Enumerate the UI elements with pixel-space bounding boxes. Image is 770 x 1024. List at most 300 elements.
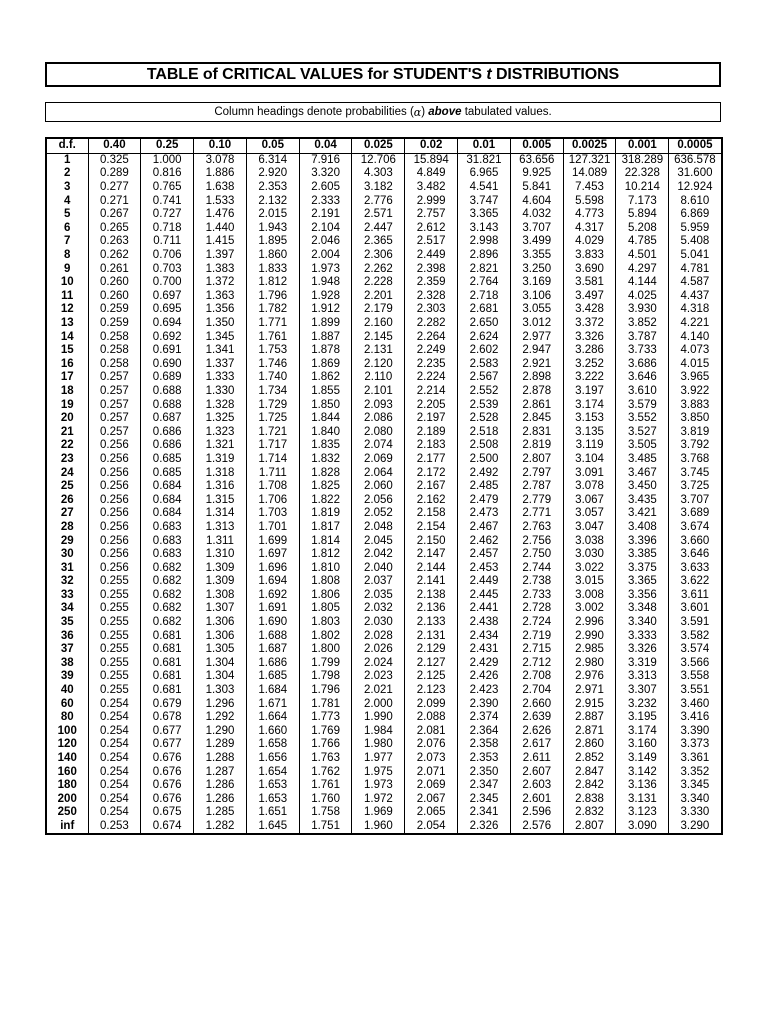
value-cell: 1.822	[299, 493, 352, 507]
value-cell: 2.262	[352, 262, 405, 276]
value-cell: 1.984	[352, 725, 405, 739]
value-cell: 3.787	[616, 330, 669, 344]
value-cell: 1.330	[194, 385, 247, 399]
value-cell: 2.054	[405, 820, 458, 835]
value-cell: 1.309	[194, 561, 247, 575]
value-cell: 3.252	[563, 358, 616, 372]
value-cell: 1.912	[299, 303, 352, 317]
value-cell: 3.611	[669, 589, 722, 603]
value-cell: 2.131	[352, 344, 405, 358]
value-cell: 1.688	[246, 629, 299, 643]
value-cell: 3.416	[669, 711, 722, 725]
value-cell: 2.023	[352, 670, 405, 684]
value-cell: 2.821	[458, 262, 511, 276]
value-cell: 2.426	[458, 670, 511, 684]
value-cell: 2.052	[352, 507, 405, 521]
value-cell: 1.664	[246, 711, 299, 725]
value-cell: 1.383	[194, 262, 247, 276]
value-cell: 3.428	[563, 303, 616, 317]
value-cell: 31.821	[458, 153, 511, 167]
table-row	[46, 820, 722, 835]
value-cell: 2.144	[405, 561, 458, 575]
value-cell: 4.849	[405, 167, 458, 181]
df-cell: 8	[46, 249, 88, 263]
value-cell: 0.257	[88, 371, 141, 385]
value-cell: 0.686	[141, 439, 194, 453]
value-cell: 3.356	[616, 589, 669, 603]
table-row	[46, 548, 722, 562]
column-header: 0.10	[194, 138, 247, 153]
value-cell: 3.646	[669, 548, 722, 562]
value-cell: 1.653	[246, 793, 299, 807]
value-cell: 2.724	[510, 616, 563, 630]
value-cell: 2.390	[458, 697, 511, 711]
table-row	[46, 697, 722, 711]
value-cell: 2.896	[458, 249, 511, 263]
table-row	[46, 507, 722, 521]
table-row	[46, 262, 722, 276]
value-cell: 2.154	[405, 521, 458, 535]
value-cell: 0.256	[88, 453, 141, 467]
value-cell: 2.365	[352, 235, 405, 249]
critical-values-table	[45, 137, 723, 835]
value-cell: 2.046	[299, 235, 352, 249]
value-cell: 2.596	[510, 806, 563, 820]
value-cell: 5.894	[616, 208, 669, 222]
value-cell: 3.833	[563, 249, 616, 263]
value-cell: 0.257	[88, 385, 141, 399]
value-cell: 3.119	[563, 439, 616, 453]
value-cell: 2.985	[563, 643, 616, 657]
value-cell: 1.315	[194, 493, 247, 507]
value-cell: 1.290	[194, 725, 247, 739]
value-cell: 2.757	[405, 208, 458, 222]
df-cell: 28	[46, 521, 88, 535]
value-cell: 1.638	[194, 181, 247, 195]
value-cell: 2.045	[352, 534, 405, 548]
df-cell: 37	[46, 643, 88, 657]
value-cell: 2.099	[405, 697, 458, 711]
value-cell: 3.067	[563, 493, 616, 507]
value-cell: 6.869	[669, 208, 722, 222]
df-cell: 1	[46, 153, 88, 167]
table-row	[46, 480, 722, 494]
value-cell: 2.861	[510, 398, 563, 412]
value-cell: 3.819	[669, 425, 722, 439]
df-cell: 3	[46, 181, 88, 195]
value-cell: 2.086	[352, 412, 405, 426]
value-cell: 3.460	[669, 697, 722, 711]
value-cell: 1.840	[299, 425, 352, 439]
value-cell: 0.255	[88, 643, 141, 657]
value-cell: 2.104	[299, 222, 352, 236]
value-cell: 5.841	[510, 181, 563, 195]
value-cell: 2.101	[352, 385, 405, 399]
value-cell: 2.921	[510, 358, 563, 372]
value-cell: 0.711	[141, 235, 194, 249]
table-row	[46, 398, 722, 412]
value-cell: 1.654	[246, 765, 299, 779]
value-cell: 1.685	[246, 670, 299, 684]
value-cell: 7.173	[616, 194, 669, 208]
value-cell: 1.671	[246, 697, 299, 711]
subtitle-suffix: tabulated values.	[464, 106, 552, 118]
df-cell: 18	[46, 385, 88, 399]
value-cell: 1.694	[246, 575, 299, 589]
value-cell: 3.922	[669, 385, 722, 399]
value-cell: 1.345	[194, 330, 247, 344]
value-cell: 2.364	[458, 725, 511, 739]
value-cell: 1.363	[194, 290, 247, 304]
value-cell: 4.437	[669, 290, 722, 304]
df-cell: 60	[46, 697, 88, 711]
table-row	[46, 194, 722, 208]
value-cell: 2.145	[352, 330, 405, 344]
value-cell: 0.257	[88, 398, 141, 412]
value-cell: 0.674	[141, 820, 194, 835]
value-cell: 2.333	[299, 194, 352, 208]
value-cell: 2.971	[563, 684, 616, 698]
value-cell: 4.501	[616, 249, 669, 263]
value-cell: 4.303	[352, 167, 405, 181]
value-cell: 1.850	[299, 398, 352, 412]
value-cell: 1.969	[352, 806, 405, 820]
value-cell: 2.073	[405, 752, 458, 766]
value-cell: 1.296	[194, 697, 247, 711]
value-cell: 2.607	[510, 765, 563, 779]
table-row	[46, 806, 722, 820]
value-cell: 1.805	[299, 602, 352, 616]
value-cell: 2.345	[458, 793, 511, 807]
value-cell: 2.069	[405, 779, 458, 793]
value-cell: 1.292	[194, 711, 247, 725]
value-cell: 2.374	[458, 711, 511, 725]
value-cell: 2.120	[352, 358, 405, 372]
table-row	[46, 670, 722, 684]
value-cell: 1.306	[194, 616, 247, 630]
value-cell: 2.074	[352, 439, 405, 453]
value-cell: 0.676	[141, 765, 194, 779]
value-cell: 0.692	[141, 330, 194, 344]
value-cell: 2.601	[510, 793, 563, 807]
alpha-symbol: α	[413, 105, 422, 119]
value-cell: 2.733	[510, 589, 563, 603]
table-row	[46, 534, 722, 548]
value-cell: 0.816	[141, 167, 194, 181]
value-cell: 1.323	[194, 425, 247, 439]
value-cell: 0.256	[88, 548, 141, 562]
value-cell: 2.205	[405, 398, 458, 412]
value-cell: 0.255	[88, 670, 141, 684]
table-row	[46, 371, 722, 385]
value-cell: 2.449	[405, 249, 458, 263]
value-cell: 0.688	[141, 385, 194, 399]
value-cell: 1.341	[194, 344, 247, 358]
value-cell: 2.048	[352, 521, 405, 535]
value-cell: 4.144	[616, 276, 669, 290]
value-cell: 0.685	[141, 466, 194, 480]
value-cell: 1.325	[194, 412, 247, 426]
value-cell: 1.701	[246, 521, 299, 535]
value-cell: 1.651	[246, 806, 299, 820]
value-cell: 3.055	[510, 303, 563, 317]
value-cell: 2.306	[352, 249, 405, 263]
value-cell: 0.678	[141, 711, 194, 725]
df-cell: 10	[46, 276, 88, 290]
value-cell: 0.690	[141, 358, 194, 372]
value-cell: 0.254	[88, 738, 141, 752]
value-cell: 1.781	[299, 697, 352, 711]
column-header: 0.05	[246, 138, 299, 153]
value-cell: 3.690	[563, 262, 616, 276]
value-cell: 2.508	[458, 439, 511, 453]
value-cell: 2.224	[405, 371, 458, 385]
value-cell: 5.041	[669, 249, 722, 263]
value-cell: 2.462	[458, 534, 511, 548]
value-cell: 3.792	[669, 439, 722, 453]
value-cell: 3.390	[669, 725, 722, 739]
value-cell: 2.235	[405, 358, 458, 372]
value-cell: 3.348	[616, 602, 669, 616]
value-cell: 0.681	[141, 643, 194, 657]
value-cell: 1.812	[246, 276, 299, 290]
value-cell: 3.169	[510, 276, 563, 290]
value-cell: 1.746	[246, 358, 299, 372]
value-cell: 4.032	[510, 208, 563, 222]
value-cell: 5.408	[669, 235, 722, 249]
value-cell: 1.862	[299, 371, 352, 385]
value-cell: 1.397	[194, 249, 247, 263]
value-cell: 2.071	[405, 765, 458, 779]
table-row	[46, 629, 722, 643]
value-cell: 2.132	[246, 194, 299, 208]
value-cell: 0.681	[141, 629, 194, 643]
value-cell: 3.078	[563, 480, 616, 494]
value-cell: 2.359	[405, 276, 458, 290]
value-cell: 2.189	[405, 425, 458, 439]
value-cell: 2.150	[405, 534, 458, 548]
value-cell: 0.703	[141, 262, 194, 276]
value-cell: 1.869	[299, 358, 352, 372]
value-cell: 1.660	[246, 725, 299, 739]
value-cell: 2.492	[458, 466, 511, 480]
value-cell: 1.899	[299, 317, 352, 331]
value-cell: 1.806	[299, 589, 352, 603]
value-cell: 2.228	[352, 276, 405, 290]
value-cell: 2.567	[458, 371, 511, 385]
value-cell: 3.015	[563, 575, 616, 589]
value-cell: 0.256	[88, 439, 141, 453]
value-cell: 1.799	[299, 657, 352, 671]
value-cell: 2.639	[510, 711, 563, 725]
value-cell: 10.214	[616, 181, 669, 195]
table-row	[46, 575, 722, 589]
value-cell: 12.706	[352, 153, 405, 167]
value-cell: 2.026	[352, 643, 405, 657]
value-cell: 1.796	[246, 290, 299, 304]
value-cell: 2.847	[563, 765, 616, 779]
value-cell: 3.965	[669, 371, 722, 385]
value-cell: 0.685	[141, 453, 194, 467]
value-cell: 2.076	[405, 738, 458, 752]
value-cell: 3.365	[616, 575, 669, 589]
table-row	[46, 208, 722, 222]
value-cell: 3.768	[669, 453, 722, 467]
value-cell: 2.032	[352, 602, 405, 616]
value-cell: 1.977	[352, 752, 405, 766]
value-cell: 1.440	[194, 222, 247, 236]
value-cell: 3.747	[458, 194, 511, 208]
value-cell: 2.807	[563, 820, 616, 835]
value-cell: 2.431	[458, 643, 511, 657]
value-cell: 1.798	[299, 670, 352, 684]
value-cell: 2.162	[405, 493, 458, 507]
value-cell: 1.960	[352, 820, 405, 835]
value-cell: 1.814	[299, 534, 352, 548]
value-cell: 6.965	[458, 167, 511, 181]
value-cell: 3.408	[616, 521, 669, 535]
value-cell: 1.948	[299, 276, 352, 290]
value-cell: 3.421	[616, 507, 669, 521]
table-row	[46, 276, 722, 290]
value-cell: 2.398	[405, 262, 458, 276]
value-cell: 2.998	[458, 235, 511, 249]
table-row	[46, 738, 722, 752]
value-cell: 1.943	[246, 222, 299, 236]
value-cell: 1.980	[352, 738, 405, 752]
value-cell: 2.624	[458, 330, 511, 344]
value-cell: 0.706	[141, 249, 194, 263]
table-row	[46, 616, 722, 630]
value-cell: 2.479	[458, 493, 511, 507]
value-cell: 4.317	[563, 222, 616, 236]
value-cell: 2.133	[405, 616, 458, 630]
value-cell: 0.682	[141, 616, 194, 630]
value-cell: 2.167	[405, 480, 458, 494]
column-header-df: d.f.	[46, 138, 88, 153]
value-cell: 4.785	[616, 235, 669, 249]
df-cell: 31	[46, 561, 88, 575]
value-cell: 4.297	[616, 262, 669, 276]
value-cell: 3.131	[616, 793, 669, 807]
value-cell: 2.838	[563, 793, 616, 807]
value-cell: 0.254	[88, 697, 141, 711]
value-cell: 3.552	[616, 412, 669, 426]
value-cell: 1.844	[299, 412, 352, 426]
value-cell: 0.325	[88, 153, 141, 167]
value-cell: 6.314	[246, 153, 299, 167]
value-cell: 0.682	[141, 589, 194, 603]
value-cell: 1.819	[299, 507, 352, 521]
value-cell: 3.707	[510, 222, 563, 236]
value-cell: 2.999	[405, 194, 458, 208]
value-cell: 0.254	[88, 806, 141, 820]
value-cell: 1.855	[299, 385, 352, 399]
column-header: 0.40	[88, 138, 141, 153]
value-cell: 2.000	[352, 697, 405, 711]
value-cell: 1.886	[194, 167, 247, 181]
value-cell: 0.683	[141, 548, 194, 562]
value-cell: 2.528	[458, 412, 511, 426]
table-row	[46, 643, 722, 657]
value-cell: 1.303	[194, 684, 247, 698]
value-cell: 4.221	[669, 317, 722, 331]
df-cell: 35	[46, 616, 88, 630]
value-cell: 2.626	[510, 725, 563, 739]
value-cell: 0.684	[141, 507, 194, 521]
value-cell: 3.340	[669, 793, 722, 807]
value-cell: 1.658	[246, 738, 299, 752]
value-cell: 1.310	[194, 548, 247, 562]
value-cell: 1.309	[194, 575, 247, 589]
value-cell: 3.326	[563, 330, 616, 344]
subtitle-above: above	[428, 106, 462, 118]
column-header: 0.0005	[669, 138, 722, 153]
value-cell: 2.042	[352, 548, 405, 562]
table-row	[46, 561, 722, 575]
value-cell: 0.695	[141, 303, 194, 317]
value-cell: 2.341	[458, 806, 511, 820]
value-cell: 2.831	[510, 425, 563, 439]
value-cell: 1.860	[246, 249, 299, 263]
df-cell: 12	[46, 303, 88, 317]
value-cell: 0.257	[88, 425, 141, 439]
table-row	[46, 330, 722, 344]
value-cell: 1.696	[246, 561, 299, 575]
value-cell: 2.183	[405, 439, 458, 453]
df-cell: 16	[46, 358, 88, 372]
value-cell: 22.328	[616, 167, 669, 181]
value-cell: 2.660	[510, 697, 563, 711]
value-cell: 2.160	[352, 317, 405, 331]
table-row	[46, 765, 722, 779]
value-cell: 0.260	[88, 290, 141, 304]
value-cell: 3.091	[563, 466, 616, 480]
value-cell: 3.333	[616, 629, 669, 643]
df-cell: 2	[46, 167, 88, 181]
df-cell: 39	[46, 670, 88, 684]
value-cell: 0.681	[141, 657, 194, 671]
value-cell: 1.895	[246, 235, 299, 249]
value-cell: 2.887	[563, 711, 616, 725]
value-cell: 1.653	[246, 779, 299, 793]
value-cell: 3.232	[616, 697, 669, 711]
value-cell: 1.533	[194, 194, 247, 208]
value-cell: 2.996	[563, 616, 616, 630]
table-header-row	[46, 138, 722, 153]
value-cell: 2.088	[405, 711, 458, 725]
value-cell: 0.718	[141, 222, 194, 236]
value-cell: 0.256	[88, 480, 141, 494]
table-row	[46, 344, 722, 358]
value-cell: 0.686	[141, 425, 194, 439]
value-cell: 3.135	[563, 425, 616, 439]
value-cell: 2.064	[352, 466, 405, 480]
value-cell: 3.372	[563, 317, 616, 331]
value-cell: 2.977	[510, 330, 563, 344]
value-cell: 0.682	[141, 602, 194, 616]
value-cell: 3.482	[405, 181, 458, 195]
table-row	[46, 235, 722, 249]
value-cell: 2.764	[458, 276, 511, 290]
value-cell: 2.214	[405, 385, 458, 399]
value-cell: 0.675	[141, 806, 194, 820]
value-cell: 2.787	[510, 480, 563, 494]
value-cell: 1.751	[299, 820, 352, 835]
value-cell: 0.253	[88, 820, 141, 835]
table-row	[46, 303, 722, 317]
value-cell: 3.601	[669, 602, 722, 616]
